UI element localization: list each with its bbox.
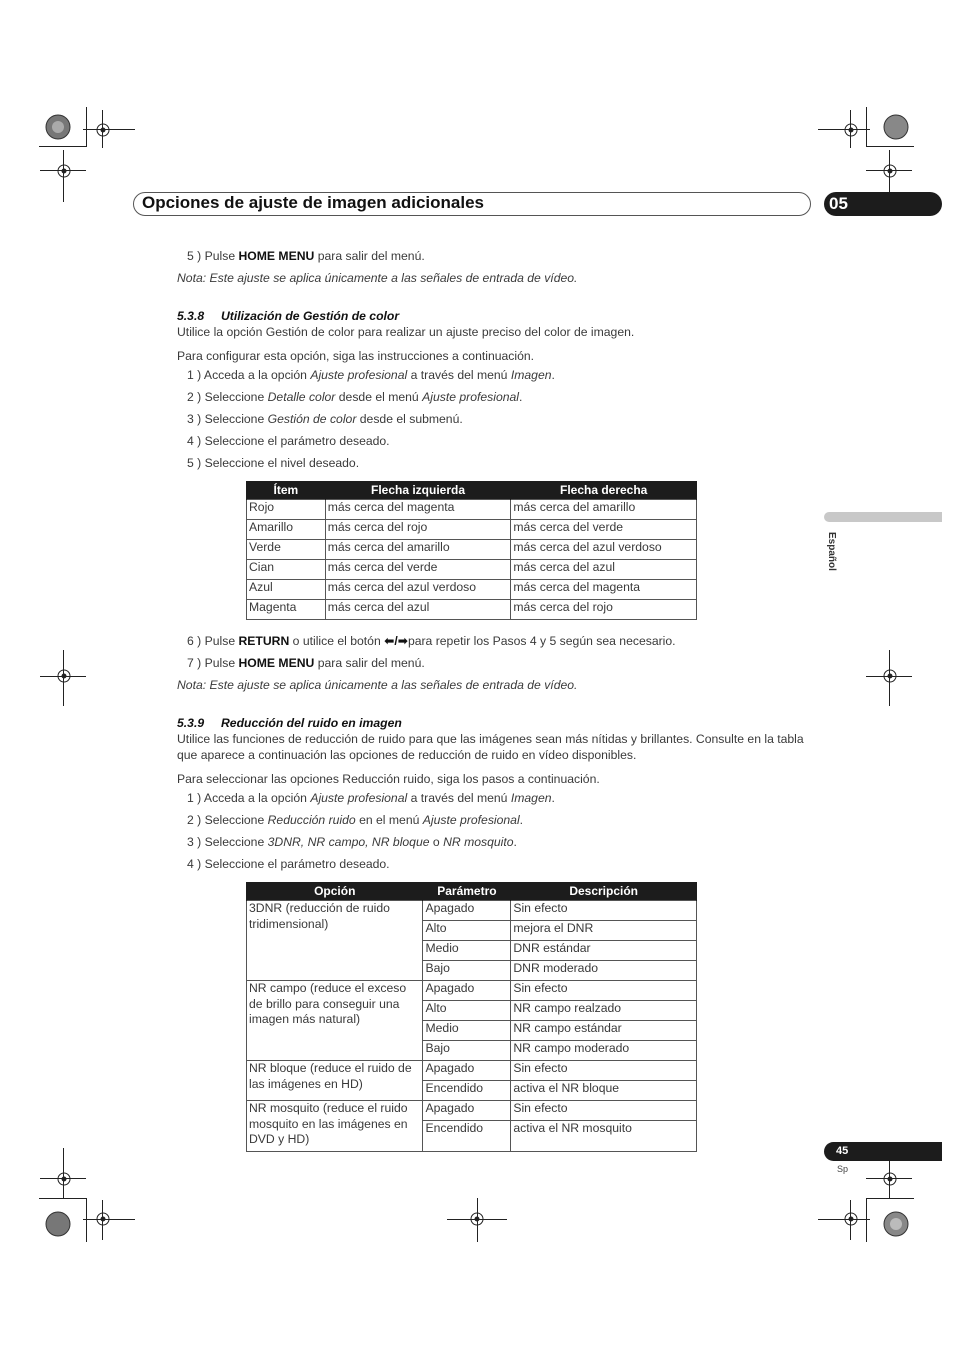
column-header: Opción (247, 882, 423, 901)
page-title: Opciones de ajuste de imagen adicionales (142, 193, 485, 212)
table-cell: Medio (423, 941, 511, 961)
table-cell: NR campo realzado (511, 1001, 697, 1021)
note: Nota: Este ajuste se aplica únicamente a las señales de entrada de vídeo. (177, 678, 578, 692)
table-cell: Alto (423, 1001, 511, 1021)
option-cell: NR bloque (reduce el ruido de las imágenes en HD) (247, 1061, 423, 1101)
table-cell: Azul (247, 580, 326, 600)
note: Nota: Este ajuste se aplica únicamente a las señales de entrada de vídeo. (177, 271, 578, 285)
table-header-row (247, 882, 697, 901)
table-row (247, 1101, 697, 1121)
noise-table (246, 882, 697, 1152)
table-cell: más cerca del azul verdoso (325, 580, 511, 600)
table-cell: Rojo (247, 500, 326, 520)
step-item: 5 ) Pulse HOME MENU para salir del menú. (187, 249, 425, 263)
table-cell: más cerca del magenta (325, 500, 511, 520)
section-heading: 5.3.8 Utilización de Gestión de color (177, 309, 400, 323)
table-cell: Sin efecto (511, 901, 697, 921)
arrow-keys-icon: ⬅/➡ (384, 634, 408, 648)
registration-target-icon (879, 1168, 901, 1190)
table-cell: más cerca del rojo (325, 520, 511, 540)
table-cell: Apagado (423, 1101, 511, 1121)
table-cell: más cerca del magenta (511, 580, 697, 600)
section-heading: 5.3.9 Reducción del ruido en imagen (177, 716, 402, 730)
option-cell: 3DNR (reducción de ruido tridimensional) (247, 901, 423, 981)
table-row (247, 600, 697, 620)
language-label: Español (826, 532, 837, 571)
table-cell: DNR estándar (511, 941, 697, 961)
color-table (246, 481, 697, 620)
chapter-number: 05 (829, 194, 848, 213)
table-cell: Alto (423, 921, 511, 941)
step-item: 7 ) Pulse HOME MENU para salir del menú. (187, 656, 425, 670)
table-cell: Verde (247, 540, 326, 560)
step-item: 3 ) Seleccione 3DNR, NR campo, NR bloque o NR mosquito. (187, 835, 517, 849)
table-cell: Apagado (423, 1061, 511, 1081)
color-wheel-mark-icon (45, 1211, 71, 1237)
page-language-code: Sp (837, 1164, 849, 1174)
table-row (247, 1061, 697, 1081)
color-wheel-mark-icon (45, 114, 71, 140)
paragraph: Para configurar esta opción, siga las instrucciones a continuación. (177, 349, 535, 363)
table-cell: Medio (423, 1021, 511, 1041)
step-item: 6 ) Pulse RETURN o utilice el botón ⬅/➡para repetir los Pasos 4 y 5 según sea necesario. (187, 634, 676, 648)
table-cell: Sin efecto (511, 981, 697, 1001)
table-cell: Magenta (247, 600, 326, 620)
registration-target-icon (879, 665, 901, 687)
table-header-row (247, 481, 697, 500)
table-cell: NR campo estándar (511, 1021, 697, 1041)
column-header: Parámetro (423, 882, 511, 901)
table-cell: más cerca del azul verdoso (511, 540, 697, 560)
table-cell: Bajo (423, 1041, 511, 1061)
table-cell: DNR moderado (511, 961, 697, 981)
table-cell: Encendido (423, 1121, 511, 1152)
step-item: 1 ) Acceda a la opción Ajuste profesional a través del menú Imagen. (187, 368, 555, 382)
table-cell: más cerca del verde (325, 560, 511, 580)
paragraph: Utilice las funciones de reducción de ruido para que las imágenes sean más nítidas y brillantes. Consulte en la tabla que aparece a continuación las opciones de reducción de ruido en vídeo disponibles. (177, 732, 804, 762)
table-row (247, 500, 697, 520)
table-cell: Apagado (423, 901, 511, 921)
column-header: Flecha derecha (511, 481, 697, 500)
paragraph: Utilice la opción Gestión de color para realizar un ajuste preciso del color de imagen. (177, 325, 635, 339)
table-row (247, 560, 697, 580)
color-wheel-mark-icon (883, 114, 909, 140)
column-header: Ítem (247, 481, 326, 500)
step-item: 5 ) Seleccione el nivel deseado. (187, 456, 360, 470)
step-item: 2 ) Seleccione Detalle color desde el menú Ajuste profesional. (187, 390, 523, 404)
step-item: 3 ) Seleccione Gestión de color desde el submenú. (187, 412, 463, 426)
registration-target-icon (53, 665, 75, 687)
table-row (247, 540, 697, 560)
registration-target-icon (53, 160, 75, 182)
step-item: 4 ) Seleccione el parámetro deseado. (187, 434, 390, 448)
table-cell: NR campo moderado (511, 1041, 697, 1061)
registration-target-icon (466, 1208, 488, 1230)
page-number: 45 (836, 1145, 849, 1157)
option-cell: NR campo (reduce el exceso de brillo para conseguir una imagen más natural) (247, 981, 423, 1061)
table-cell: activa el NR mosquito (511, 1121, 697, 1152)
registration-target-icon (53, 1168, 75, 1190)
table-cell: más cerca del amarillo (511, 500, 697, 520)
table-row (247, 520, 697, 540)
table-cell: activa el NR bloque (511, 1081, 697, 1101)
column-header: Flecha izquierda (325, 481, 511, 500)
step-item: 2 ) Seleccione Reducción ruido en el menú Ajuste profesional. (187, 813, 524, 827)
table-cell: Encendido (423, 1081, 511, 1101)
registration-target-icon (840, 1208, 862, 1230)
table-cell: Apagado (423, 981, 511, 1001)
registration-target-icon (879, 160, 901, 182)
table-cell: Cian (247, 560, 326, 580)
table-cell: más cerca del rojo (511, 600, 697, 620)
registration-target-icon (840, 119, 862, 141)
table-row (247, 901, 697, 921)
table-cell: Sin efecto (511, 1061, 697, 1081)
language-tab (824, 512, 942, 522)
registration-target-icon (92, 119, 114, 141)
table-cell: más cerca del amarillo (325, 540, 511, 560)
step-item: 4 ) Seleccione el parámetro deseado. (187, 857, 390, 871)
table-cell: más cerca del azul (511, 560, 697, 580)
column-header: Descripción (511, 882, 697, 901)
table-cell: Amarillo (247, 520, 326, 540)
table-cell: mejora el DNR (511, 921, 697, 941)
option-cell: NR mosquito (reduce el ruido mosquito en las imágenes en DVD y HD) (247, 1101, 423, 1152)
table-cell: Sin efecto (511, 1101, 697, 1121)
table-row (247, 981, 697, 1001)
table-row (247, 580, 697, 600)
table-cell: más cerca del azul (325, 600, 511, 620)
step-item: 1 ) Acceda a la opción Ajuste profesional a través del menú Imagen. (187, 791, 555, 805)
table-cell: Bajo (423, 961, 511, 981)
table-cell: más cerca del verde (511, 520, 697, 540)
paragraph: Para seleccionar las opciones Reducción ruido, siga los pasos a continuación. (177, 772, 600, 786)
registration-target-icon (92, 1208, 114, 1230)
color-wheel-mark-icon (883, 1211, 909, 1237)
